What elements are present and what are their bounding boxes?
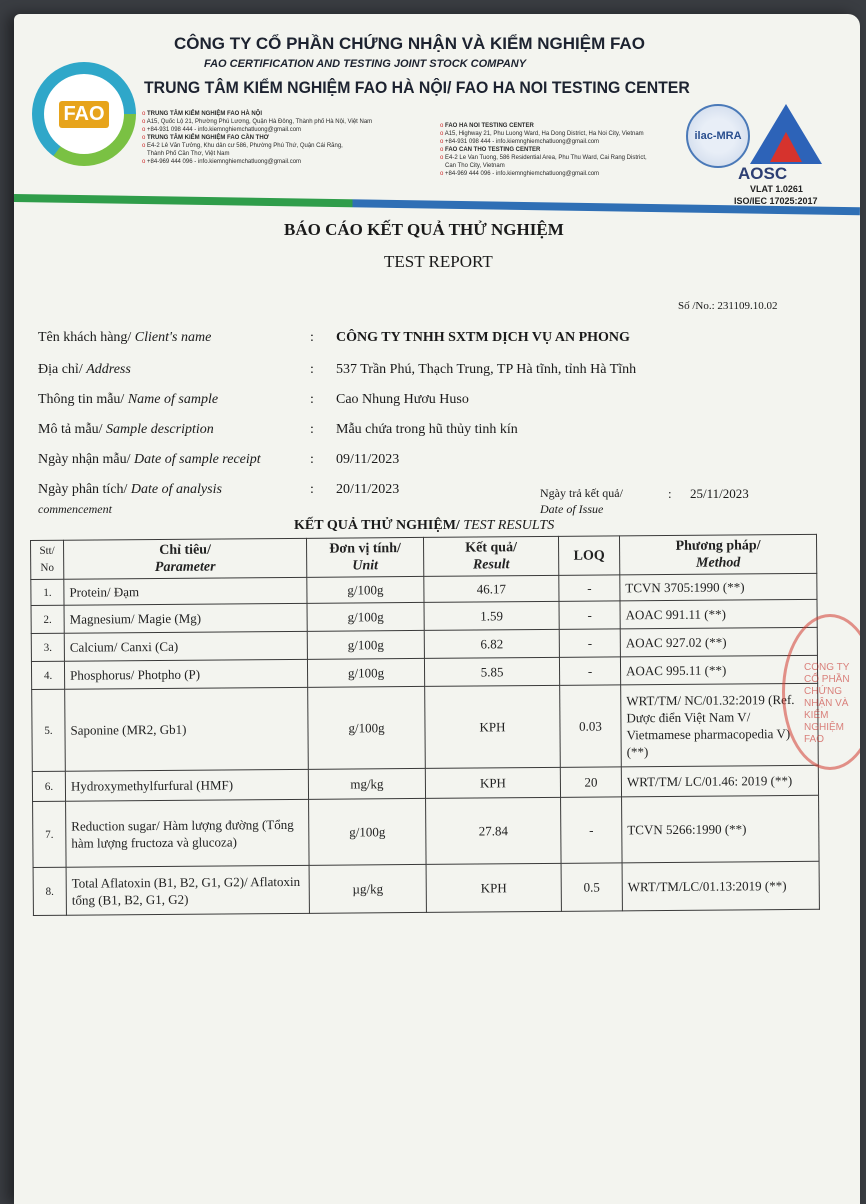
description-label: Mô tả mẫu/ Sample description [38,422,214,437]
row-loq: - [561,797,623,863]
row-result: 5.85 [424,657,559,686]
row-loq: - [559,629,620,657]
receipt-date-value: 09/11/2023 [336,452,400,467]
iso-standard: ISO/IEC 17025:2017 [734,196,818,206]
row-result: 6.82 [424,629,559,658]
row-unit: g/100g [307,602,424,631]
row-method: AOAC 991.11 (**) [620,599,817,629]
table-row [32,683,819,771]
vlat-number: VLAT 1.0261 [750,184,803,194]
row-parameter: Phosphorus/ Photpho (P) [64,659,307,689]
row-result: KPH [425,767,560,798]
row-parameter: Magnesium/ Magie (Mg) [64,603,307,633]
row-loq: - [559,575,620,601]
issue-date-label: Ngày trả kết quả/ [540,486,623,500]
colon: : [310,452,314,467]
receipt-date-label: Ngày nhận mẫu/ Date of sample receipt [38,452,261,467]
aosc-label: AOSC [738,164,788,183]
header-unit: Đơn vị tính/ Unit [306,537,423,577]
row-method: TCVN 3705:1990 (**) [620,573,817,601]
address-block-right: o FAO HA NOI TESTING CENTER o A15, Highway 21, Phu Luong Ward, Ha Dong District, Ha Noi City, Vietnam o +84-931 098 444 - info.kiemnghiemchatluong@gmail.com o FAO CAN THO TESTING CENTER o E4-2 Le Van Tuong, 586 Residential Area, Phu Thu Ward, Cai Rang District, Can Tho City, Vietnam o +84-969 444 096 - info.kiemnghiemchatluong@gmail.com [440,123,647,177]
row-result: 1.59 [424,601,559,630]
company-stamp-text: CÔNG TY CỔ PHẦN CHỨNG NHẬN VÀ KIỂM NGHIỆM FAO [804,662,850,745]
row-no: 8. [33,867,66,915]
client-label: Tên khách hàng/ Client's name [38,330,212,345]
address-block-left: o TRUNG TÂM KIỂM NGHIỆM FAO HÀ NỘI o A15, Quốc Lộ 21, Phường Phú Lương, Quận Hà Đông, Thành phố Hà Nội, Việt Nam o +84-931 098 444 - info.kiemnghiemchatluong@gmail.com o TRUNG TÂM KIỂM NGHIỆM FAO CẦN THƠ o E4-2 Lê Văn Tưởng, Khu dân cư 586, Phường Phú Thứ, Quận Cái Răng, Thành Phố Cần Thơ, Việt Nam o +84-969 444 096 - info.kiemnghiemchatluong@gmail.com [142,111,373,165]
colon: : [310,482,314,497]
address-value: 537 Trần Phú, Thạch Trung, TP Hà tĩnh, tỉnh Hà Tĩnh [336,362,637,377]
table-row [33,861,819,915]
row-no: 7. [33,801,67,867]
header-method: Phương pháp/ Method [619,534,816,575]
row-result: 46.17 [424,575,559,602]
analysis-date-value: 20/11/2023 [336,482,400,497]
letterhead [14,14,860,214]
colon: : [310,392,314,407]
row-loq: 20 [560,767,621,797]
row-method: TCVN 5266:1990 (**) [622,795,820,863]
row-unit: g/100g [309,798,427,865]
row-parameter: Saponine (MR2, Gb1) [65,687,309,771]
sample-value: Cao Nhung Hươu Huso [336,392,469,407]
colon: : [310,362,314,377]
sample-label: Thông tin mẫu/ Name of sample [38,392,219,407]
row-unit: g/100g [307,658,424,687]
row-method: AOAC 995.11 (**) [620,655,817,685]
row-parameter: Calcium/ Canxi (Ca) [64,631,307,661]
report-page [14,14,860,1204]
company-name-vn: CÔNG TY CỔ PHẦN CHỨNG NHẬN VÀ KIỂM NGHIỆM FAO [174,34,645,53]
row-loq: 0.5 [561,863,622,911]
row-no: 2. [31,605,64,633]
client-value: CÔNG TY TNHH SXTM DỊCH VỤ AN PHONG [336,330,630,345]
ilac-mra-logo: ilac-MRA [686,104,750,168]
row-loq: 0.03 [560,685,622,767]
report-title-en: TEST REPORT [384,252,493,271]
row-unit: g/100g [307,630,424,659]
row-result: KPH [425,685,561,768]
row-parameter: Hydroxymethylfurfural (HMF) [65,769,308,801]
header-loq: LOQ [558,536,619,575]
address-label: Địa chỉ/ Address [38,362,131,377]
row-method: WRT/TM/LC/01.13:2019 (**) [622,861,819,911]
row-method: WRT/TM/ LC/01.46: 2019 (**) [621,765,818,797]
company-name-en: FAO CERTIFICATION AND TESTING JOINT STOCK COMPANY [204,58,527,70]
row-no: 4. [31,661,64,689]
colon: : [310,422,314,437]
row-loq: - [559,657,620,685]
fao-logo [32,62,136,166]
row-result: 27.84 [426,797,562,864]
results-header-row [31,534,817,579]
row-method: AOAC 927.02 (**) [620,627,817,657]
row-unit: g/100g [307,576,424,603]
row-result: KPH [426,863,561,912]
header-parameter: Chỉ tiêu/ Parameter [64,538,307,579]
row-no: 1. [31,579,64,605]
row-loq: - [559,601,620,629]
aosc-logo-accent-icon [770,132,802,162]
issue-date-value: 25/11/2023 [690,486,749,501]
row-unit: mg/kg [308,768,425,799]
colon: : [310,330,314,345]
analysis-date-label: Ngày phân tích/ Date of analysis [38,482,222,497]
analysis-date-label-2: commencement [38,502,112,516]
row-unit: g/100g [308,686,426,769]
logo-text: FAO [59,101,108,128]
header-result: Kết quả/ Result [423,536,558,576]
row-no: 5. [32,689,66,771]
header-no: Stt/ No [31,540,64,579]
testing-center-name: TRUNG TÂM KIỂM NGHIỆM FAO HÀ NỘI/ FAO HA NOI TESTING CENTER [144,78,690,97]
row-no: 6. [32,771,65,801]
row-method: WRT/TM/ NC/01.32:2019 (Ref. Dược điển Việt Nam V/ Vietmamese pharmacopedia V) (**) [621,683,819,767]
row-parameter: Reduction sugar/ Hàm lượng đường (Tổng hàm lượng fructoza và glucoza) [66,799,310,867]
row-parameter: Protein/ Đạm [64,577,307,605]
description-value: Mẫu chứa trong hũ thủy tinh kín [336,422,518,437]
colon: : [668,486,672,501]
results-table [30,534,820,916]
report-number: Số /No.: 231109.10.02 [678,300,778,312]
report-title-vn: BÁO CÁO KẾT QUẢ THỬ NGHIỆM [284,220,564,239]
table-row [33,795,819,867]
row-parameter: Total Aflatoxin (B1, B2, G1, G2)/ Aflatoxin tổng (B1, B2, G1, G2) [66,865,309,915]
row-unit: µg/kg [309,864,426,913]
row-no: 3. [31,633,64,661]
issue-date-label-en: Date of Issue [540,502,604,516]
results-title: KẾT QUẢ THỬ NGHIỆM/ TEST RESULTS [294,518,555,533]
